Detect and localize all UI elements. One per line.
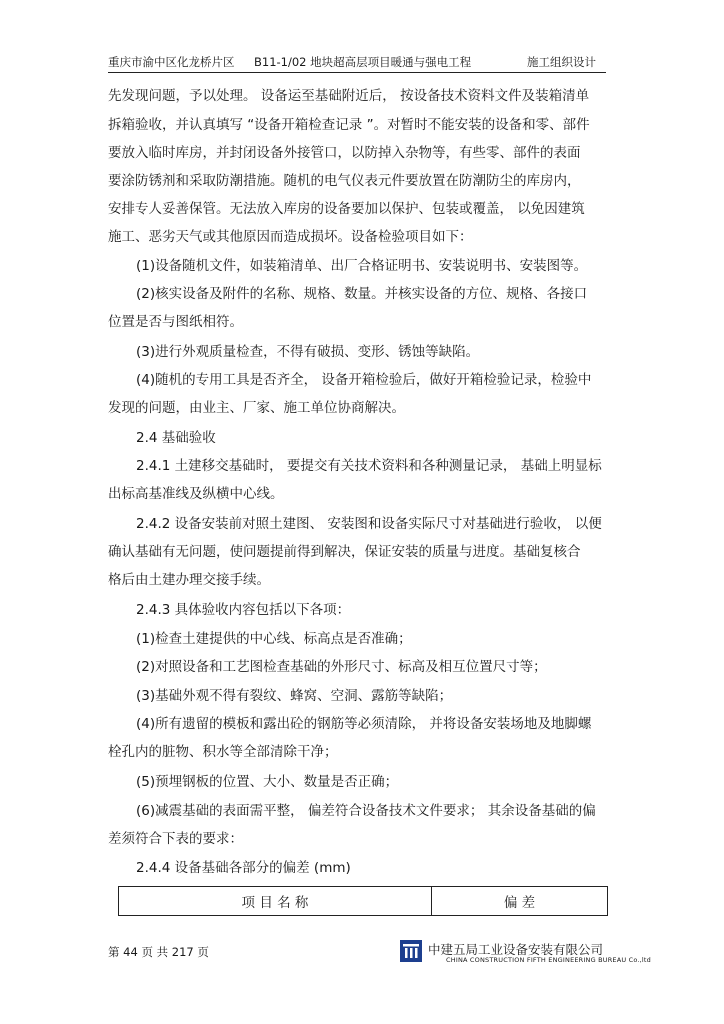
page-footer [108, 938, 652, 968]
company-name-en: CHINA CONSTRUCTION FIFTH ENGINEERING BUREAU Co.,ltd [446, 956, 652, 964]
body-line: (6)减震基础的表面需平整， 偏差符合设备技术文件要求； 其余设备基础的偏 [136, 803, 596, 819]
body-line: (1)设备随机文件，如装箱清单、出厂合格证明书、安装说明书、安装图等。 [136, 258, 588, 274]
body-line: 2.4.2 设备安装前对照土建图、 安装图和设备实际尺寸对基础进行验收， 以便 [136, 516, 602, 532]
body-line: 2.4.3 具体验收内容包括以下各项： [136, 602, 351, 618]
body-line: (5)预埋钢板的位置、大小、数量是否正确； [136, 774, 399, 790]
page-number: 第 44 页 共 217 页 [108, 945, 209, 959]
body-line: (4)随机的专用工具是否齐全， 设备开箱检验后，做好开箱检验记录，检验中 [136, 372, 592, 388]
body-line: (2)对照设备和工艺图检查基础的外形尺寸、标高及相互位置尺寸等； [136, 659, 547, 675]
body-line: 格后由土建办理交接手续。 [108, 572, 270, 588]
body-line: 要涂防锈剂和采取防潮措施。随机的电气仪表元件要放置在防潮防尘的库房内， [108, 173, 581, 189]
header-project: B11-1/02 地块超高层项目暖通与强电工程 [254, 55, 472, 69]
deviation-table [118, 886, 608, 916]
body-line: 发现的问题，由业主、厂家、施工单位协商解决。 [108, 400, 405, 416]
body-line: 2.4.1 土建移交基础时， 要提交有关技术资料和各种测量记录， 基础上明显标 [136, 458, 602, 474]
section-heading: 2.4 基础验收 [136, 430, 216, 446]
table-header-deviation: 偏 差 [431, 887, 607, 916]
header-doc-type: 施工组织设计 [527, 55, 596, 69]
table-caption: 2.4.4 设备基础各部分的偏差 (mm) [136, 860, 351, 876]
company-name-cn: 中建五局工业设备安装有限公司 [428, 942, 604, 957]
body-line: (3)进行外观质量检查，不得有破损、变形、锈蚀等缺陷。 [136, 344, 480, 360]
company-logo-icon [400, 940, 422, 962]
body-line: 先发现问题，予以处理。 设备运至基础附近后， 按设备技术资料文件及装箱清单 [108, 88, 590, 104]
body-line: (1)检查土建提供的中心线、标高点是否准确； [136, 631, 412, 647]
body-line: 安排专人妥善保管。无法放入库房的设备要加以保护、包装或覆盖， 以免因建筑 [108, 201, 585, 217]
body-line: 出标高基准线及纵横中心线。 [108, 486, 284, 502]
table-header-item: 项 目 名 称 [119, 887, 432, 916]
table-header-row [119, 887, 608, 916]
header-location: 重庆市渝中区化龙桥片区 [108, 55, 235, 69]
body-line: (2)核实设备及附件的名称、规格、数量。并核实设备的方位、规格、各接口 [136, 286, 588, 302]
page-header [108, 52, 606, 73]
body-line: 栓孔内的脏物、积水等全部清除干净； [108, 744, 338, 760]
body-line: 拆箱验收，并认真填写 “设备开箱检查记录 ”。对暂时不能安装的设备和零、部件 [108, 117, 590, 133]
body-line: 要放入临时库房，并封闭设备外接管口，以防掉入杂物等，有些零、部件的表面 [108, 145, 581, 161]
body-line: 确认基础有无问题，使问题提前得到解决，保证安装的质量与进度。基础复核合 [108, 544, 581, 560]
body-line: (4)所有遗留的模板和露出砼的钢筋等必须清除， 并将设备安装场地及地脚螺 [136, 716, 592, 732]
body-line: 位置是否与图纸相符。 [108, 314, 243, 330]
body-line: 差须符合下表的要求： [108, 831, 243, 847]
body-line: (3)基础外观不得有裂纹、蜂窝、空洞、露筋等缺陷； [136, 688, 453, 704]
body-line: 施工、恶劣天气或其他原因而造成损坏。设备检验项目如下： [108, 229, 473, 245]
